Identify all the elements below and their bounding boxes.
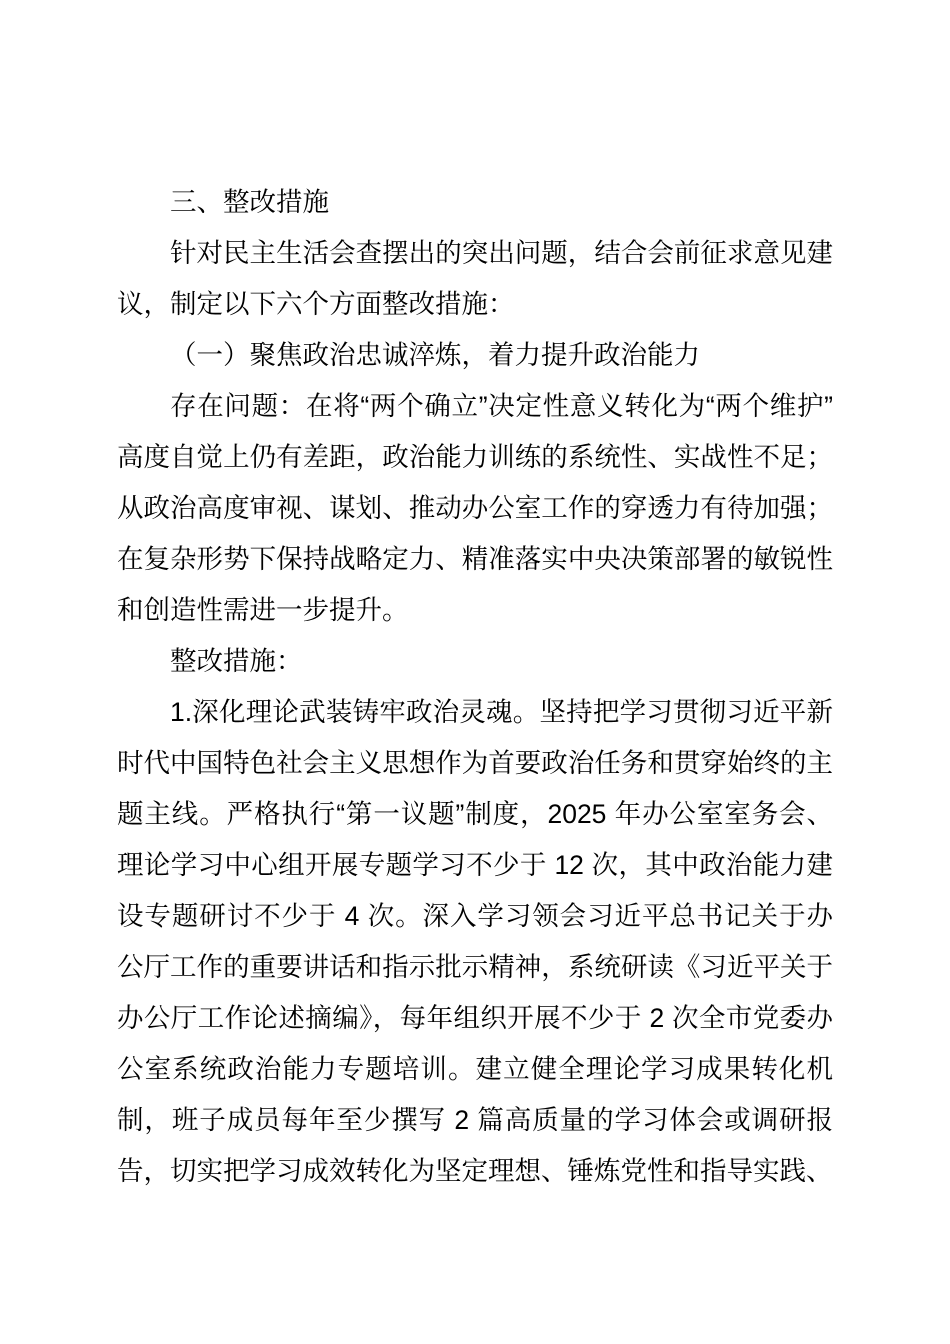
- body-paragraph: 1.深化理论武装铸牢政治灵魂。坚持把学习贯彻习近平新时代中国特色社会主义思想作为首要政治任务和贯穿始终的主题主线。严格执行“第一议题”制度，2025 年办公室室务会、理论学习中心组开展专题学习不少于 12 次，其中政治能力建设专题研讨不少于 4 次。深入学习领会习近平总书记关于办公厅工作的重要讲话和指示批示精神，系统研读《习近平关于办公厅工作论述摘编》，每年组织开展不少于 2 次全市党委办公室系统政治能力专题培训。建立健全理论学习成果转化机制，班子成员每年至少撰写 2 篇高质量的学习体会或调研报告，切实把学习成效转化为坚定理想、锤炼党性和指导实践、: [117, 697, 833, 1186]
- body-paragraph: 针对民主生活会查摆出的突出问题，结合会前征求意见建议，制定以下六个方面整改措施：: [117, 238, 833, 319]
- body-paragraph: 整改措施：: [170, 646, 303, 676]
- section-heading: 三、整改措施: [170, 187, 329, 217]
- sub-heading: （一）聚焦政治忠诚淬炼，着力提升政治能力: [170, 340, 700, 370]
- body-paragraph: 存在问题：在将“两个确立”决定性意义转化为“两个维护”高度自觉上仍有差距，政治能力训练的系统性、实战性不足；从政治高度审视、谋划、推动办公室工作的穿透力有待加强；在复杂形势下保持战略定力、精准落实中央决策部署的敏锐性和创造性需进一步提升。: [117, 391, 833, 625]
